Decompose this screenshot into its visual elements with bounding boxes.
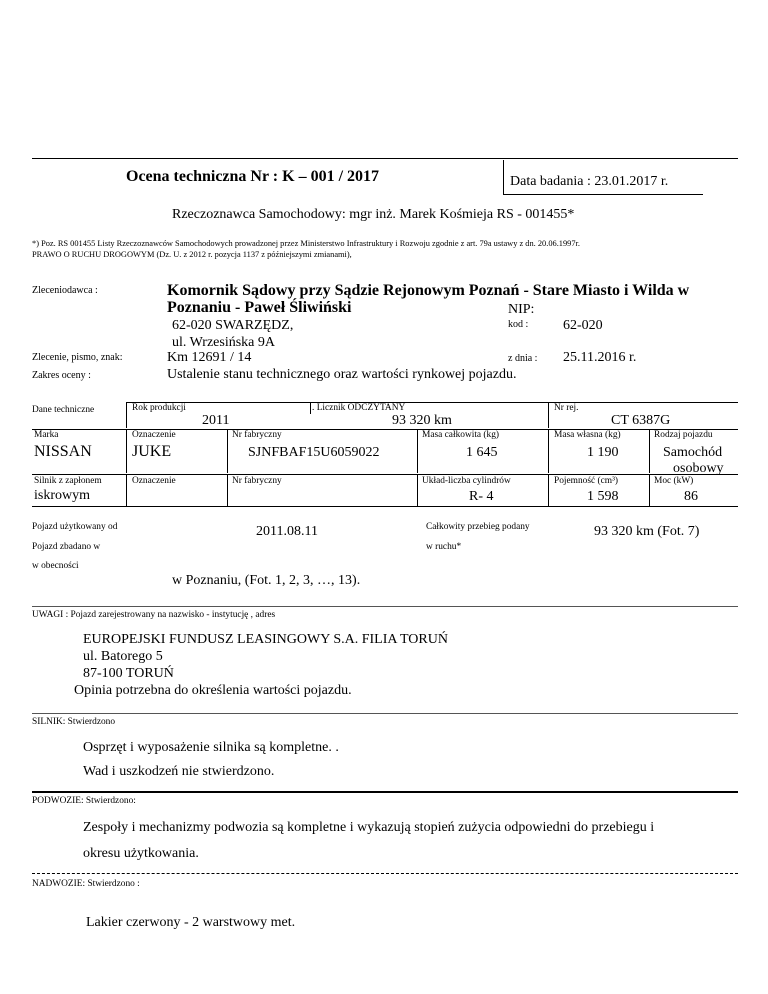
client-address-1: 62-020 SWARZĘDZ, xyxy=(172,318,294,333)
mileage-label-2: w ruchu* xyxy=(426,542,462,552)
footnote-line-1: *) Poz. RS 001455 Listy Rzeczoznawców Samochodowych prowadzonej przez Ministerstwo Infrastruktury i Rozwoju zgodnie z art. 79a ustawy z dn. 20.06.1997r. xyxy=(32,239,580,248)
model-value: JUKE xyxy=(132,443,172,460)
scope-value: Ustalenie stanu technicznego oraz wartości rynkowej pojazdu. xyxy=(167,367,517,382)
tech-row2-sep-d xyxy=(548,429,549,473)
client-name-line-1: Komornik Sądowy przy Sądzie Rejonowym Poznań - Stare Miasto i Wilda w xyxy=(167,282,690,299)
counter-value: 93 320 km xyxy=(392,413,452,428)
chassis-top-rule xyxy=(32,791,738,793)
kod-label: kod : xyxy=(508,319,529,330)
engine-mark-label: Oznaczenie xyxy=(132,476,176,486)
order-date-label: z dnia : xyxy=(508,353,538,364)
vin-label: Nr fabryczny xyxy=(232,430,282,440)
reg-label: Nr rej. xyxy=(554,403,579,413)
own-mass-label: Masa własna (kg) xyxy=(554,430,621,440)
client-address-2: ul. Wrzesińska 9A xyxy=(172,335,275,350)
header-divider xyxy=(503,160,504,194)
tech-row1-sep-b xyxy=(310,402,311,414)
tech-row3-sep-c xyxy=(417,474,418,506)
chassis-section-label: PODWOZIE: Stwierdzono: xyxy=(32,796,136,806)
remarks-label: UWAGI : Pojazd zarejestrowany na nazwisko - instytucję , adres xyxy=(32,610,276,620)
body-line-1: Lakier czerwony - 2 warstwowy met. xyxy=(86,915,296,930)
capacity-value: 1 598 xyxy=(587,489,619,504)
order-date-value: 25.11.2016 r. xyxy=(563,350,637,365)
tech-row1-sep-c xyxy=(548,402,549,428)
body-top-rule xyxy=(32,873,738,874)
capacity-label: Pojemność (cm³) xyxy=(554,476,618,486)
body-section-label: NADWOZIE: Stwierdzono : xyxy=(32,879,140,889)
counter-label: . Licznik ODCZYTANY xyxy=(312,403,406,413)
remarks-line-2: ul. Batorego 5 xyxy=(83,649,163,664)
mileage-label-1: Całkowity przebieg podany xyxy=(426,522,530,532)
used-since-value: 2011.08.11 xyxy=(256,524,318,539)
gross-mass-label: Masa całkowita (kg) xyxy=(422,430,500,440)
order-value: Km 12691 / 14 xyxy=(167,350,252,365)
presence-label: w obecności xyxy=(32,561,79,571)
vehicle-kind-value-1: Samochód xyxy=(663,445,723,460)
expert-line: Rzeczoznawca Samochodowy: mgr inż. Marek Kośmieja RS - 001455* xyxy=(172,207,575,222)
tech-section-label: Dane techniczne xyxy=(32,405,95,415)
power-label: Moc (kW) xyxy=(654,476,694,486)
power-value: 86 xyxy=(684,489,698,504)
engine-vin-label: Nr fabryczny xyxy=(232,476,282,486)
tech-row2-sep-a xyxy=(126,429,127,473)
make-value: NISSAN xyxy=(34,443,92,460)
tech-row2-sep-c xyxy=(417,429,418,473)
chassis-line-2: okresu użytkowania. xyxy=(83,846,199,861)
examined-label: Pojazd zbadano w xyxy=(32,542,101,552)
order-label: Zlecenie, pismo, znak: xyxy=(32,352,123,363)
engine-section-label: SILNIK: Stwierdzono xyxy=(32,717,116,727)
vehicle-kind-label: Rodzaj pojazdu xyxy=(654,430,713,440)
remarks-line-3: 87-100 TORUŃ xyxy=(83,666,174,681)
header-date-underline xyxy=(503,194,703,195)
engine-line-1: Osprzęt i wyposażenie silnika są kompletne. . xyxy=(83,740,339,755)
client-name-line-2: Poznaniu - Paweł Śliwiński xyxy=(167,299,352,316)
kod-value: 62-020 xyxy=(563,318,603,333)
reg-value: CT 6387G xyxy=(611,413,671,428)
own-mass-value: 1 190 xyxy=(587,445,619,460)
tech-row2-sep-e xyxy=(649,429,650,473)
year-value: 2011 xyxy=(202,413,230,428)
tech-row3-sep-e xyxy=(649,474,650,506)
tech-row2-sep-b xyxy=(227,429,228,473)
page-title: Ocena techniczna Nr : K – 001 / 2017 xyxy=(126,168,380,185)
scope-label: Zakres oceny : xyxy=(32,370,91,381)
tech-row3-sep-a xyxy=(126,474,127,506)
cylinders-value: R- 4 xyxy=(469,489,494,504)
footnote-line-2: PRAWO O RUCHU DROGOWYM (Dz. U. z 2012 r. pozycja 1137 z późniejszymi zmianami), xyxy=(32,250,352,259)
engine-top-rule xyxy=(32,713,738,714)
vin-value: SJNFBAF15U6059022 xyxy=(248,445,380,460)
cylinders-label: Układ-liczba cylindrów xyxy=(422,476,511,486)
remarks-line-4: Opinia potrzebna do określenia wartości pojazdu. xyxy=(74,683,352,698)
mileage-value: 93 320 km (Fot. 7) xyxy=(594,524,700,539)
gross-mass-value: 1 645 xyxy=(466,445,498,460)
inspection-date: Data badania : 23.01.2017 r. xyxy=(510,174,669,189)
engine-type-label: Silnik z zapłonem xyxy=(34,476,102,486)
nip-label: NIP: xyxy=(508,302,535,317)
tech-row3-sep-b xyxy=(227,474,228,506)
engine-line-2: Wad i uszkodzeń nie stwierdzono. xyxy=(83,764,275,779)
make-label: Marka xyxy=(34,430,59,440)
place-value: w Poznaniu, (Fot. 1, 2, 3, …, 13). xyxy=(172,573,361,588)
tech-row3-top xyxy=(32,474,738,475)
used-since-label: Pojazd użytkowany od xyxy=(32,522,118,532)
client-label: Zleceniodawca : xyxy=(32,285,98,296)
tech-row3-sep-d xyxy=(548,474,549,506)
chassis-line-1: Zespoły i mechanizmy podwozia są kompletne i wykazują stopień zużycia odpowiedni do przebiegu i xyxy=(83,820,655,835)
vehicle-kind-value-2: osobowy xyxy=(673,461,724,476)
remarks-line-1: EUROPEJSKI FUNDUSZ LEASINGOWY S.A. FILIA TORUŃ xyxy=(83,632,448,647)
engine-type-value: iskrowym xyxy=(34,488,90,503)
tech-table-bottom xyxy=(32,506,738,507)
model-label: Oznaczenie xyxy=(132,430,176,440)
tech-row1-top xyxy=(126,402,738,403)
tech-row1-sep-a xyxy=(126,402,127,428)
header-top-rule xyxy=(32,158,738,159)
remarks-top-rule xyxy=(32,606,738,607)
year-label: Rok produkcji xyxy=(132,403,186,413)
